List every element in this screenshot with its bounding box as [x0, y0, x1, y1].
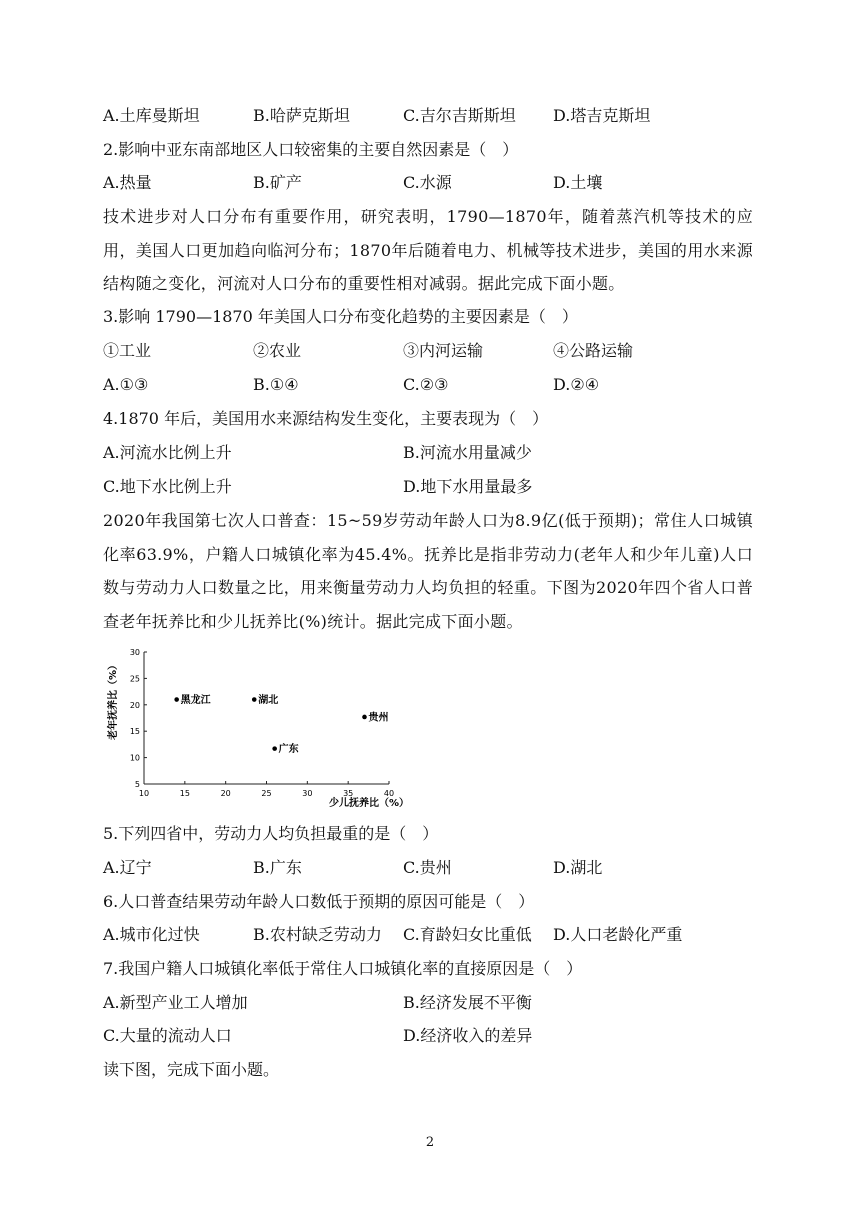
- q2-option-a: A.热量: [103, 173, 152, 192]
- q3-option-b: B.①④: [253, 375, 299, 394]
- q3-item-4: ④公路运输: [553, 341, 634, 360]
- closing-instruction: 读下图，完成下面小题。: [103, 1060, 280, 1079]
- y-axis-label: 老年抚养比（%）: [108, 659, 119, 741]
- point-label-3: 广东: [278, 744, 299, 756]
- q4-option-c: C.地下水比例上升: [103, 477, 232, 496]
- q3-item-3: ③内河运输: [403, 341, 484, 360]
- q5-option-b: B.广东: [253, 858, 302, 877]
- y-tick-label: 15: [129, 727, 140, 737]
- point-label-2: 贵州: [368, 712, 389, 724]
- q7-option-c: C.大量的流动人口: [103, 1026, 232, 1045]
- data-point-3: [272, 746, 277, 751]
- q6-option-d: D.人口老龄化严重: [553, 925, 683, 944]
- x-axis-label: 少儿抚养比（%）: [328, 798, 410, 809]
- q2-option-b: B.矿产: [253, 173, 302, 192]
- q6-option-a: A.城市化过快: [103, 925, 200, 944]
- q3-item-2: ②农业: [253, 341, 302, 360]
- x-tick-label: 15: [179, 789, 190, 798]
- q6-option-c: C.育龄妇女比重低: [403, 925, 532, 944]
- q6-option-b: B.农村缺乏劳动力: [253, 925, 382, 944]
- q1-option-b: B.哈萨克斯坦: [253, 106, 350, 125]
- q5-option-c: C.贵州: [403, 858, 452, 877]
- y-tick-label: 30: [129, 648, 140, 657]
- q5-stem: 5.下列四省中，劳动力人均负担最重的是（ ）: [103, 824, 439, 843]
- dependency-ratio-scatter-chart: [103, 644, 433, 814]
- point-label-1: 湖北: [258, 695, 279, 707]
- x-tick-label: 30: [302, 789, 313, 798]
- q4-option-b: B.河流水用量减少: [403, 443, 532, 462]
- q4-option-d: D.地下水用量最多: [403, 477, 533, 496]
- y-tick-label: 20: [129, 700, 140, 710]
- q1-option-c: C.吉尔吉斯斯坦: [403, 106, 516, 125]
- q2-option-d: D.土壤: [553, 173, 603, 192]
- q4-option-a: A.河流水比例上升: [103, 443, 232, 462]
- chart-ticks: [130, 648, 394, 798]
- x-tick-label: 25: [261, 789, 272, 798]
- q7-option-b: B.经济发展不平衡: [403, 993, 532, 1012]
- x-tick-label: 10: [138, 789, 150, 798]
- q7-option-d: D.经济收入的差异: [403, 1026, 533, 1045]
- q7-stem: 7.我国户籍人口城镇化率低于常住人口城镇化率的直接原因是（ ）: [103, 959, 583, 978]
- x-tick-label: 20: [220, 789, 231, 798]
- q6-stem: 6.人口普查结果劳动年龄人口数低于预期的原因可能是（ ）: [103, 892, 535, 911]
- q2-stem: 2.影响中亚东南部地区人口较密集的主要自然因素是（ ）: [103, 140, 519, 159]
- y-tick-label: 25: [129, 674, 140, 684]
- q3-option-a: A.①③: [103, 375, 149, 394]
- q5-option-a: A.辽宁: [103, 858, 152, 877]
- q3-item-1: ①工业: [103, 341, 152, 360]
- q1-option-d: D.塔吉克斯坦: [553, 106, 651, 125]
- page-number: 2: [425, 1135, 435, 1150]
- x-tick-label: 35: [343, 789, 354, 798]
- q3-stem: 3.影响 1790—1870 年美国人口分布变化趋势的主要因素是（ ）: [103, 307, 578, 326]
- q7-option-a: A.新型产业工人增加: [103, 993, 248, 1012]
- q3-option-d: D.②④: [553, 375, 600, 394]
- data-point-1: [252, 697, 257, 702]
- q2-option-c: C.水源: [403, 173, 452, 192]
- q1-option-a: A.土库曼斯坦: [103, 106, 200, 125]
- passage-census: 2020年我国第七次人口普查：15~59岁劳动年龄人口为8.9亿(低于预期)；常住人口城镇化率63.9%，户籍人口城镇化率为45.4%。抚养比是指非劳动力(老年人和少年儿童)人口数与劳动力人口数量之比，用来衡量劳动力人均负担的轻重。下图为2020年四个省人口普查老年抚养比和少儿抚养比(%)统计。据此完成下面小题。: [103, 511, 753, 631]
- y-tick-label: 5: [134, 780, 140, 789]
- passage-technology: 技术进步对人口分布有重要作用，研究表明，1790—1870年，随着蒸汽机等技术的应用，美国人口更加趋向临河分布；1870年后随着电力、机械等技术进步，美国的用水来源结构随之变化，河流对人口分布的重要性相对减弱。据此完成下面小题。: [103, 207, 753, 293]
- point-label-0: 黑龙江: [180, 695, 211, 707]
- y-tick-label: 10: [129, 753, 140, 763]
- x-tick-label: 40: [383, 789, 395, 798]
- q3-option-c: C.②③: [403, 375, 449, 394]
- chart-points: [174, 693, 388, 755]
- data-point-2: [362, 715, 367, 720]
- q4-stem: 4.1870 年后，美国用水来源结构发生变化，主要表现为（ ）: [103, 409, 549, 428]
- data-point-0: [174, 697, 179, 702]
- q5-option-d: D.湖北: [553, 858, 603, 877]
- chart-axes: [144, 652, 389, 784]
